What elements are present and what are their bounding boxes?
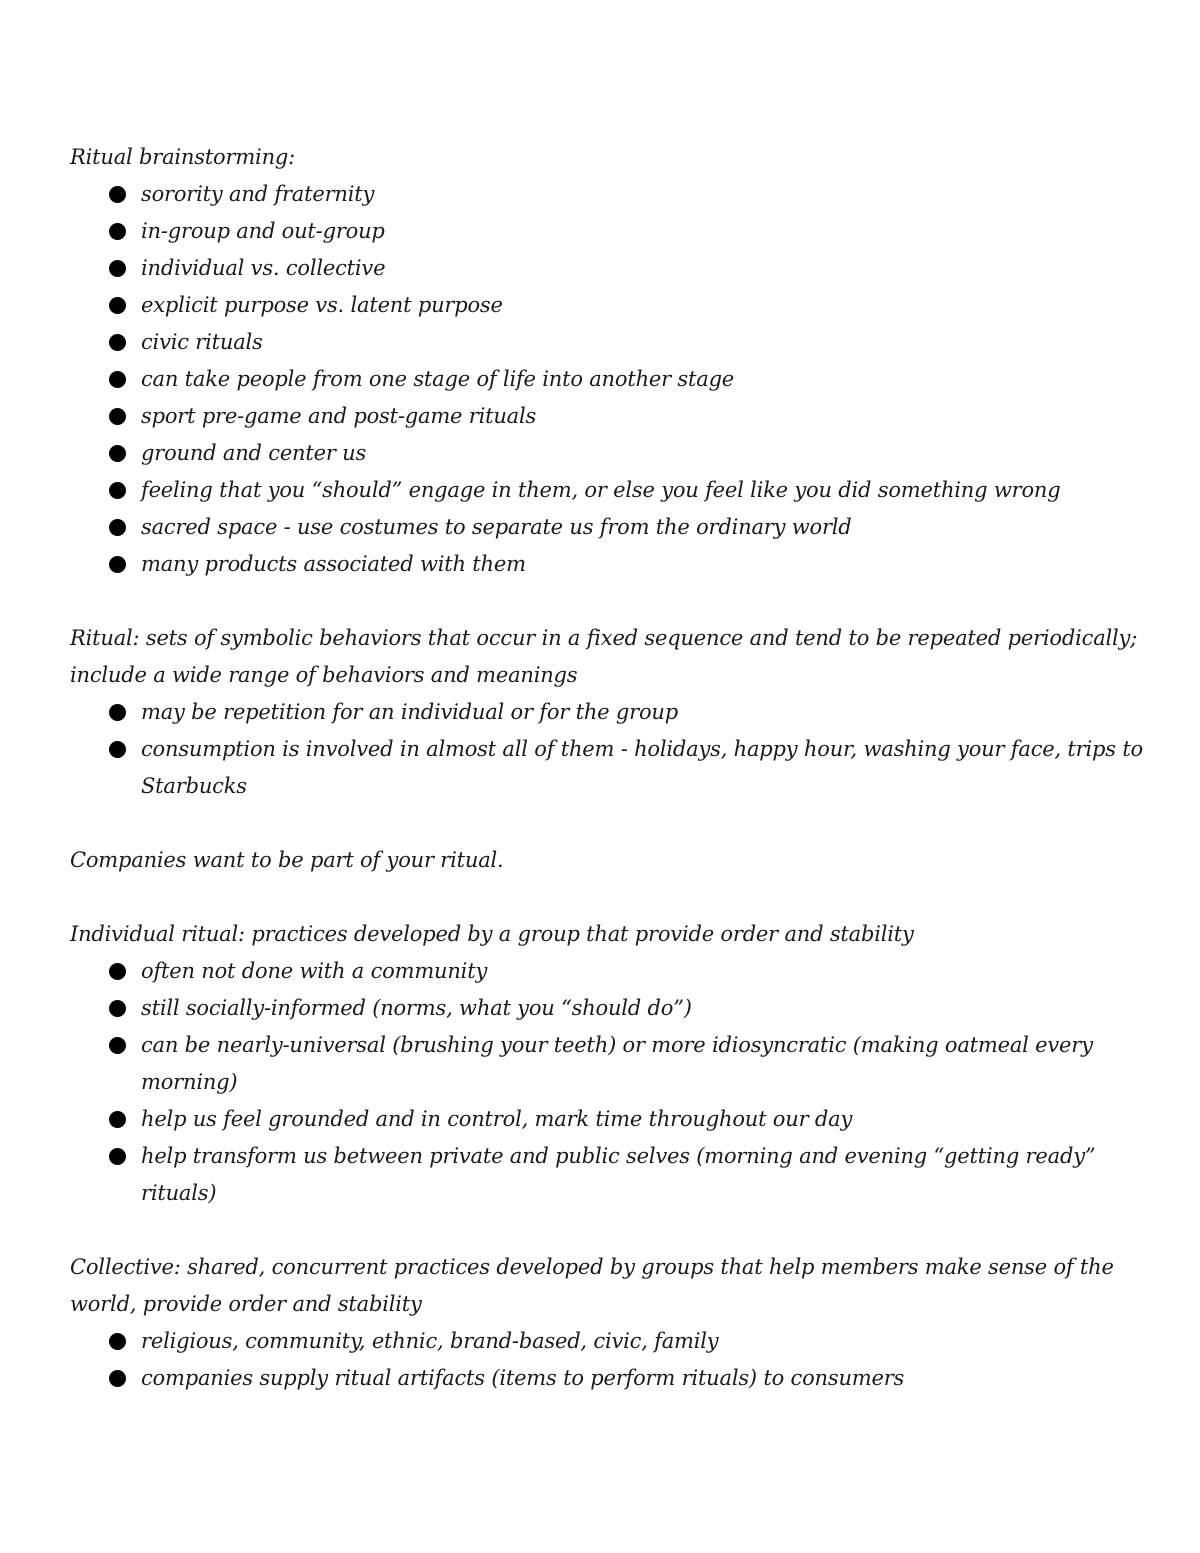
list-item-text: sport pre-game and post-game rituals bbox=[141, 404, 537, 428]
bullet-icon bbox=[109, 445, 126, 462]
bullet-icon bbox=[109, 1148, 126, 1165]
bullet-icon bbox=[109, 556, 126, 573]
note-section bbox=[70, 1249, 1150, 1397]
bullet-icon bbox=[109, 963, 126, 980]
list-item bbox=[70, 546, 1150, 583]
list-item-text: sorority and fraternity bbox=[141, 182, 375, 206]
bullet-icon bbox=[109, 260, 126, 277]
list-item-text: can be nearly-universal (brushing your teeth) or more idiosyncratic (making oatmeal every morning) bbox=[141, 1033, 1093, 1094]
list-item bbox=[70, 176, 1150, 213]
note-section bbox=[70, 916, 1150, 1212]
bullet-icon bbox=[109, 334, 126, 351]
list-item-text: sacred space - use costumes to separate us from the ordinary world bbox=[141, 515, 852, 539]
list-item bbox=[70, 990, 1150, 1027]
list-item bbox=[70, 953, 1150, 990]
list-item-text: ground and center us bbox=[141, 441, 367, 465]
bullet-icon bbox=[109, 223, 126, 240]
list-item bbox=[70, 1138, 1150, 1212]
document-page bbox=[70, 139, 1150, 1397]
bullet-list bbox=[70, 176, 1150, 583]
list-item-text: civic rituals bbox=[141, 330, 263, 354]
list-item-text: often not done with a community bbox=[141, 959, 488, 983]
list-item bbox=[70, 509, 1150, 546]
bullet-icon bbox=[109, 297, 126, 314]
list-item bbox=[70, 731, 1150, 805]
list-item bbox=[70, 324, 1150, 361]
bullet-icon bbox=[109, 186, 126, 203]
note-section bbox=[70, 842, 1150, 879]
list-item bbox=[70, 250, 1150, 287]
list-item-text: individual vs. collective bbox=[141, 256, 386, 280]
section-heading: Ritual brainstorming: bbox=[70, 145, 296, 169]
section-heading: Companies want to be part of your ritual. bbox=[70, 848, 504, 872]
list-item-text: help us feel grounded and in control, mark time throughout our day bbox=[141, 1107, 853, 1131]
list-item-text: many products associated with them bbox=[141, 552, 526, 576]
list-item-text: in-group and out-group bbox=[141, 219, 385, 243]
list-item bbox=[70, 1101, 1150, 1138]
note-section bbox=[70, 620, 1150, 805]
section-heading: Individual ritual: practices developed by a group that provide order and stability bbox=[70, 922, 914, 946]
section-heading: Ritual: sets of symbolic behaviors that occur in a fixed sequence and tend to be repeated periodically; include a wide range of behaviors and meanings bbox=[70, 626, 1138, 687]
list-item-text: explicit purpose vs. latent purpose bbox=[141, 293, 503, 317]
bullet-icon bbox=[109, 1370, 126, 1387]
bullet-icon bbox=[109, 1111, 126, 1128]
list-item bbox=[70, 472, 1150, 509]
bullet-icon bbox=[109, 519, 126, 536]
list-item bbox=[70, 361, 1150, 398]
list-item bbox=[70, 287, 1150, 324]
list-item-text: still socially-informed (norms, what you “should do”) bbox=[141, 996, 692, 1020]
bullet-list bbox=[70, 1323, 1150, 1397]
bullet-icon bbox=[109, 1037, 126, 1054]
list-item bbox=[70, 694, 1150, 731]
bullet-icon bbox=[109, 741, 126, 758]
list-item bbox=[70, 1027, 1150, 1101]
bullet-list bbox=[70, 953, 1150, 1212]
list-item bbox=[70, 213, 1150, 250]
bullet-icon bbox=[109, 1333, 126, 1350]
list-item bbox=[70, 1323, 1150, 1360]
bullet-icon bbox=[109, 704, 126, 721]
list-item-text: can take people from one stage of life into another stage bbox=[141, 367, 735, 391]
bullet-icon bbox=[109, 482, 126, 499]
list-item bbox=[70, 1360, 1150, 1397]
list-item bbox=[70, 435, 1150, 472]
bullet-list bbox=[70, 694, 1150, 805]
bullet-icon bbox=[109, 408, 126, 425]
section-heading: Collective: shared, concurrent practices developed by groups that help members make sense of the world, provide order and stability bbox=[70, 1255, 1114, 1316]
list-item-text: help transform us between private and public selves (morning and evening “getting ready” rituals) bbox=[141, 1144, 1096, 1205]
list-item-text: companies supply ritual artifacts (items to perform rituals) to consumers bbox=[141, 1366, 905, 1390]
note-section bbox=[70, 139, 1150, 583]
list-item-text: may be repetition for an individual or for the group bbox=[141, 700, 678, 724]
list-item-text: religious, community, ethnic, brand-based, civic, family bbox=[141, 1329, 719, 1353]
bullet-icon bbox=[109, 1000, 126, 1017]
bullet-icon bbox=[109, 371, 126, 388]
list-item-text: consumption is involved in almost all of them - holidays, happy hour, washing your face, trips to Starbucks bbox=[141, 737, 1144, 798]
list-item bbox=[70, 398, 1150, 435]
list-item-text: feeling that you “should” engage in them, or else you feel like you did something wrong bbox=[141, 478, 1061, 502]
